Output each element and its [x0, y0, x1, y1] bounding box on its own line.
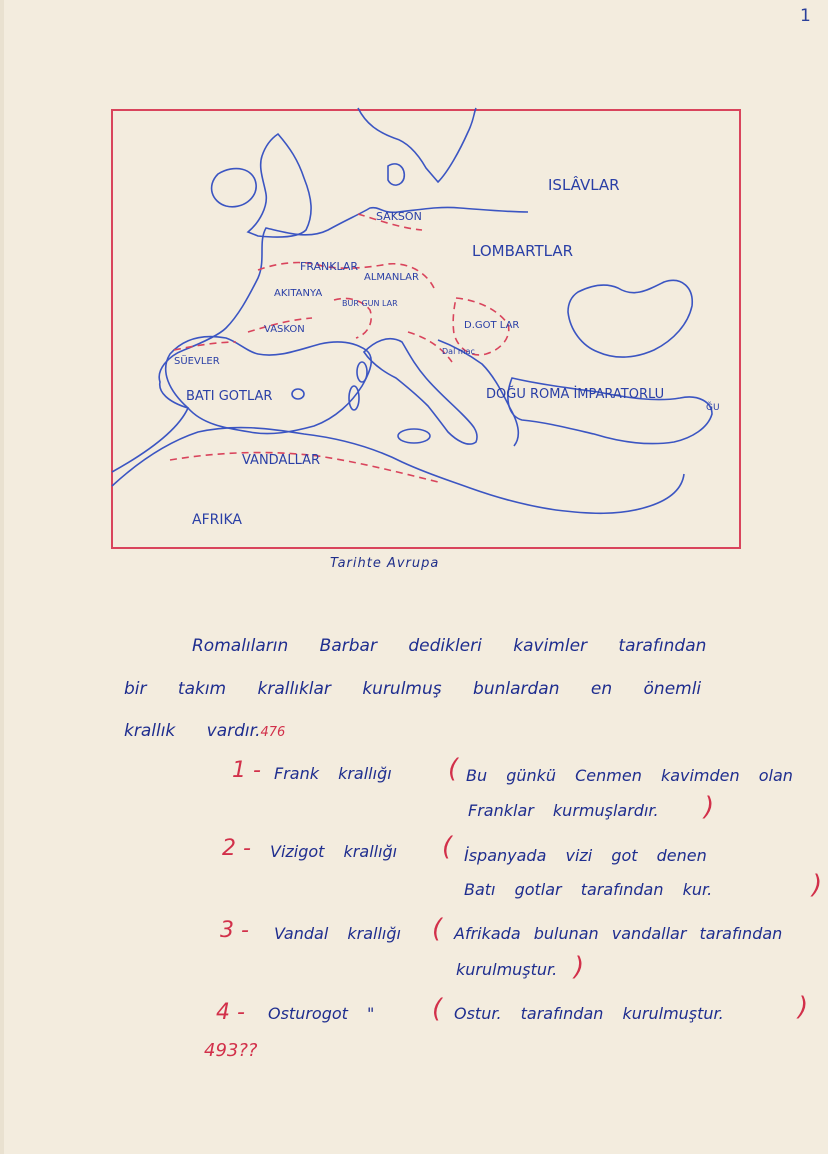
item-3-line-1: Afrikada bulunan vandallar tarafından: [454, 924, 783, 943]
coastlines: [112, 108, 712, 513]
item-1-close: ): [704, 792, 715, 822]
map-drawing: [108, 102, 742, 554]
europe-map: [108, 102, 742, 554]
label-dogu-roma-suffix: ĞU: [706, 403, 720, 413]
item-1-title: Frank krallığı: [274, 764, 392, 783]
page-number: 1: [800, 6, 811, 26]
label-sakson: SAKSON: [376, 210, 422, 223]
footnote: 493??: [204, 1040, 258, 1061]
year-note: 476: [260, 725, 286, 740]
item-4-title: Osturogot ": [268, 1004, 375, 1023]
item-2-paren: (: [442, 832, 453, 862]
item-3-close: ): [574, 952, 585, 982]
label-franklar: FRANKLAR: [300, 260, 359, 273]
paragraph-line-1: Romalıların Barbar dedikleri kavimler tarafından: [192, 636, 707, 656]
label-vaskon: VASKON: [264, 324, 305, 335]
item-4-close: ): [798, 992, 809, 1022]
label-dogot: D.GOT LAR: [464, 320, 520, 331]
label-akitanya: AKITANYA: [274, 288, 323, 299]
label-bati-gotlar: BATI GOTLAR: [186, 389, 273, 404]
item-1-paren: (: [448, 754, 459, 784]
label-vandallar: VANDALLAR: [242, 453, 321, 468]
item-2-title: Vizigot krallığı: [270, 842, 398, 861]
label-islavlar: ISLÂVLAR: [548, 176, 620, 194]
label-almanlar: ALMANLAR: [364, 272, 419, 283]
map-caption: Tarihte Avrupa: [330, 556, 440, 571]
item-3-paren: (: [432, 914, 443, 944]
item-4-paren: (: [432, 994, 443, 1024]
item-3-title: Vandal krallığı: [274, 924, 401, 943]
paragraph-line-2: bir takım krallıklar kurulmuş bunlardan en önemli: [124, 679, 702, 699]
item-2-line-1: İspanyada vizi got denen: [464, 846, 707, 865]
item-4-line-1: Ostur. tarafından kurulmuştur.: [454, 1004, 724, 1023]
item-3-number: 3 -: [220, 918, 249, 943]
item-2-close: ): [812, 870, 823, 900]
item-2-number: 2 -: [222, 836, 251, 861]
label-burgunlar: BUR GUN LAR: [342, 299, 398, 308]
item-2-line-2: Batı gotlar tarafından kur.: [464, 880, 713, 899]
item-1-line-2: Franklar kurmuşlardır.: [468, 801, 659, 820]
label-lombartlar: LOMBARTLAR: [472, 242, 574, 260]
label-dogu-roma: DOĞU ROMA İMPARATORLU: [486, 387, 665, 402]
map-frame: [112, 110, 740, 548]
item-1-number: 1 -: [232, 758, 261, 783]
item-1-line-1: Bu günkü Cenmen kavimden olan: [466, 766, 793, 785]
label-afrika: AFRIKA: [192, 512, 242, 528]
item-3-line-2: kurulmuştur.: [456, 960, 558, 979]
paragraph-line-3: [124, 721, 285, 741]
item-4-number: 4 -: [216, 1000, 245, 1025]
label-suevler: SÜEVLER: [174, 356, 220, 367]
paragraph-line-3-text: krallık vardır.: [124, 721, 261, 741]
label-dalmac: Dal mac: [442, 347, 475, 356]
